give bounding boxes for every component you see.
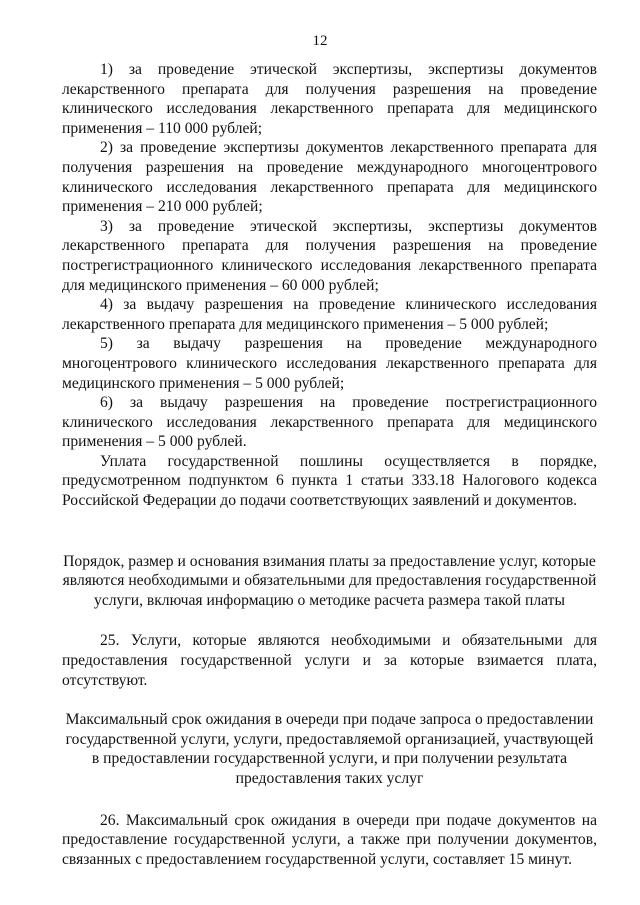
fee-item-4: 4) за выдачу разрешения на проведение клинического исследования лекарственного препарата для медицинского применения – 5 000 рублей; — [62, 296, 597, 333]
document-body — [62, 60, 597, 869]
paragraph-25: 25. Услуги, которые являются необходимыми и обязательными для предоставления государственной услуги и за которые взимается плата, отсутствуют. — [62, 632, 597, 689]
spacer — [62, 511, 597, 552]
fee-item-3: 3) за проведение этической экспертизы, экспертизы документов лекарственного препарата для получения разрешения на проведение пострегистрационного клинического исследования лекарственного препарата для медицинского применения – 60 000 рублей; — [62, 217, 597, 294]
duty-payment-paragraph: Уплата государственной пошлины осуществляется в порядке, предусмотренном подпунктом 6 пункта 1 статьи 333.18 Налогового кодекса Российской Федерации до подачи соответствующих заявлений и документов. — [62, 452, 597, 510]
spacer — [62, 789, 597, 811]
spacer — [62, 610, 597, 631]
fee-item-5: 5) за выдачу разрешения на проведение международного многоцентрового клинического исследования лекарственного препарата для медицинского применения – 5 000 рублей; — [62, 335, 597, 392]
section-heading-fees: Порядок, размер и основания взимания платы за предоставление услуг, которые являются необходимыми и обязательными для предоставления государственной услуги, включая информацию о методике расчета размера такой платы — [62, 552, 597, 609]
spacer — [62, 690, 597, 710]
section-heading-queue: Максимальный срок ожидания в очереди при подаче запроса о предоставлении государственной услуги, услуги, предоставляемой организацией, участвующей в предоставлении государственной услуги, и при получении результата предоставления таких услуг — [65, 711, 594, 787]
page-number: 12 — [312, 33, 328, 49]
fee-item-2: 2) за проведение экспертизы документов лекарственного препарата для получения разрешения на проведение международного многоцентрового клинического исследования лекарственного препарата для медицинского применения – 210 000 рублей; — [62, 139, 597, 216]
fee-item-1: 1) за проведение этической экспертизы, экспертизы документов лекарственного препарата для получения разрешения на проведение клинического исследования лекарственного препарата для медицинского применения – 110 000 рублей; — [62, 61, 597, 137]
fee-item-6: 6) за выдачу разрешения на проведение пострегистрационного клинического исследования лекарственного препарата для медицинского применения – 5 000 рублей. — [62, 394, 597, 451]
paragraph-26: 26. Максимальный срок ожидания в очереди при подаче документов на предоставление государственной услуги, а также при получении документов, связанных с предоставлением государственной услуги, составляет 15 минут. — [62, 811, 597, 868]
